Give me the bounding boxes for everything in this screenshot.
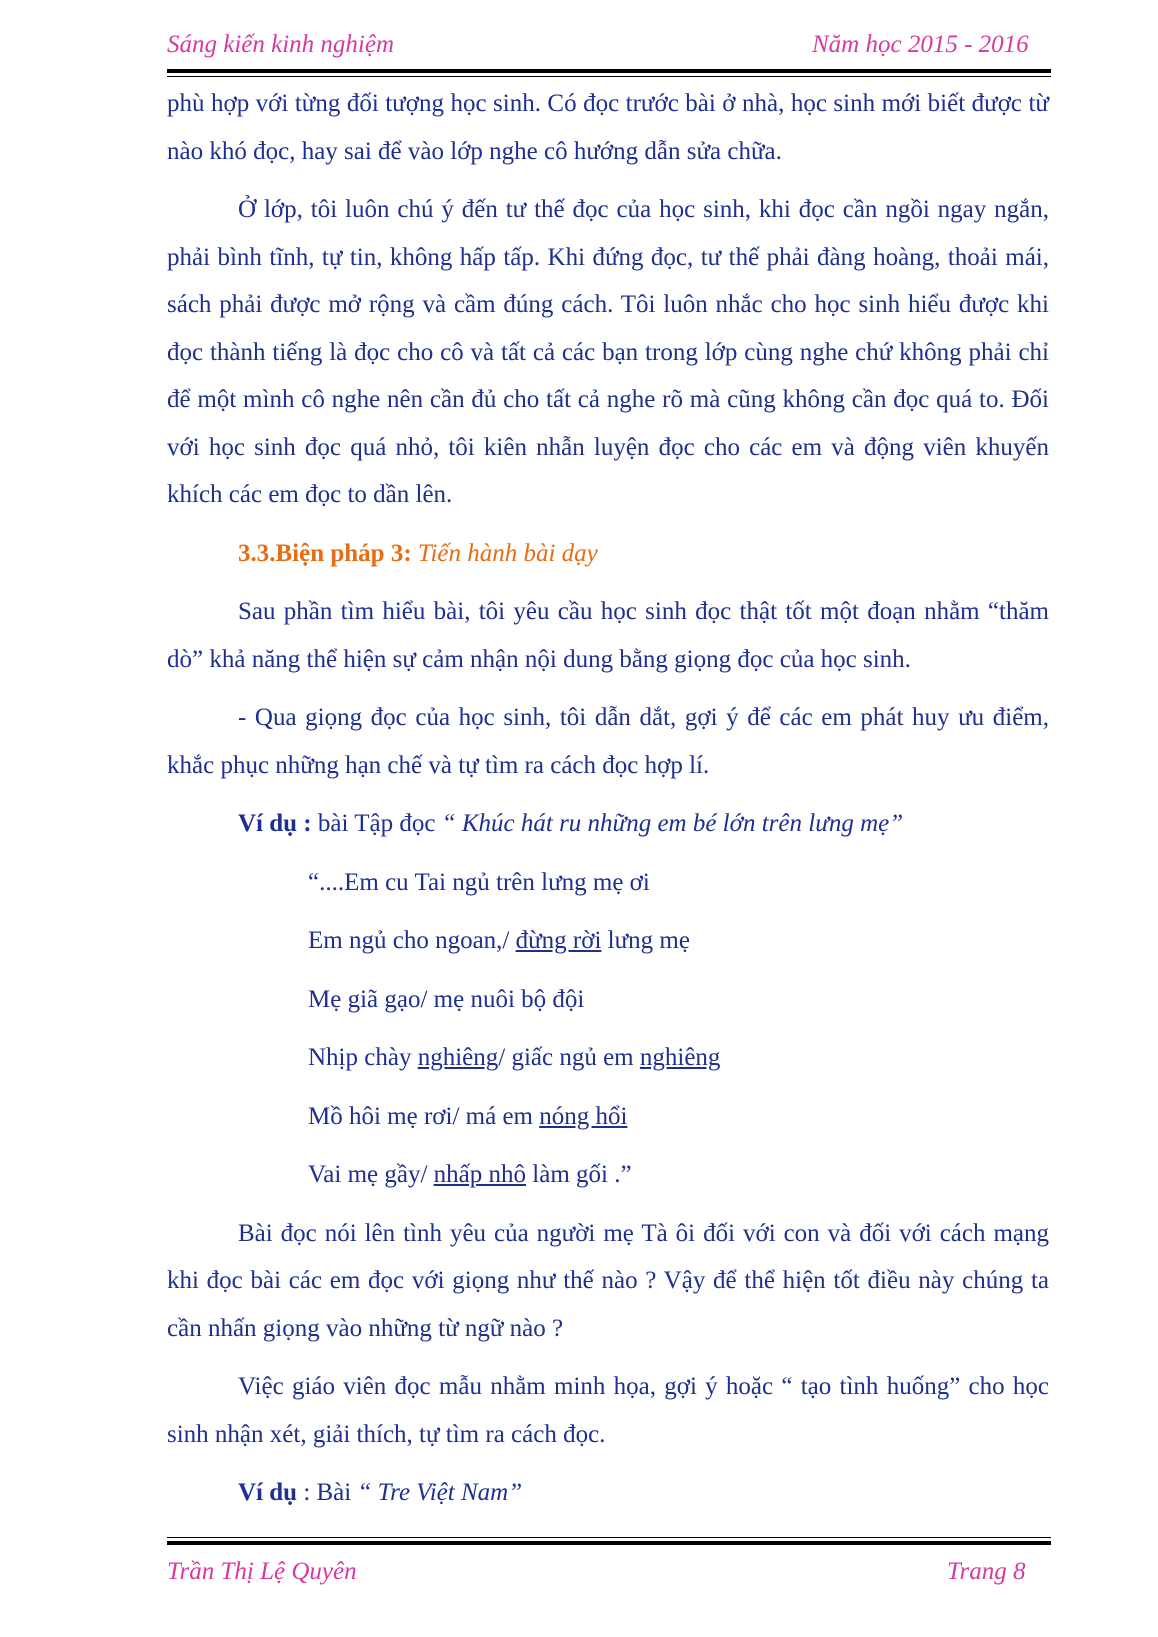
paragraph-reading-tone: Bài đọc nói lên tình yêu của người mẹ Tà ôi đối với con và đối với cách mạng khi đọc bài các em đọc với giọng như thế nào ? Vậy để thể hiện tốt điều này chúng ta cần nhấn giọng vào những từ ngữ nào ?	[167, 1219, 1049, 1342]
example-label: Ví dụ	[238, 1479, 298, 1506]
emphasized-word: nghiêng	[639, 1044, 721, 1071]
footer-divider	[167, 1537, 1051, 1545]
section-number: 3.3.Biện pháp 3:	[238, 539, 412, 567]
emphasized-word: nghiêng	[417, 1044, 499, 1071]
section-title: Tiến hành bài dạy	[417, 539, 598, 567]
paragraph-guidance: - Qua giọng đọc của học sinh, tôi dẫn dắt, gợi ý để các em phát huy ưu điểm, khắc phục những hạn chế và tự tìm ra cách đọc hợp lí.	[167, 704, 1049, 779]
emphasized-word: nóng hổi	[539, 1102, 628, 1130]
footer-author: Trần Thị Lệ Quyên	[167, 1558, 357, 1585]
poem-line: Mẹ giã gạo/ mẹ nuôi bộ đội	[308, 985, 585, 1013]
poem-line: Vai mẹ gầy/ nhấp nhô làm gối .”	[308, 1161, 632, 1188]
example-bamboo	[167, 1469, 1049, 1517]
example-text: bài Tập đọc	[317, 810, 436, 837]
poem-line: “....Em cu Tai ngủ trên lưng mẹ ơi	[308, 868, 650, 896]
example-label: Ví dụ :	[238, 810, 312, 837]
paragraph-probe-reading: Sau phần tìm hiểu bài, tôi yêu cầu học sinh đọc thật tốt một đoạn nhằm “thăm dò” khả năng thể hiện sự cảm nhận nội dung bằng giọng đọc của học sinh.	[167, 598, 1049, 673]
emphasized-word: đừng rời	[515, 927, 602, 954]
example-text: : Bài	[297, 1479, 358, 1506]
poem-line: Nhịp chày nghiêng/ giấc ngủ em nghiêng	[308, 1044, 721, 1071]
header-document-type: Sáng kiến kinh nghiệm	[167, 31, 395, 58]
page-number: Trang 8	[947, 1558, 1026, 1585]
poem-excerpt	[167, 859, 1049, 1199]
header-school-year: Năm học 2015 - 2016	[812, 31, 1029, 58]
header-divider	[167, 69, 1051, 77]
paragraph-continued: phù hợp với từng đối tượng học sinh. Có đọc trước bài ở nhà, học sinh mới biết được từ nào khó đọc, hay sai để vào lớp nghe cô hướng dẫn sửa chữa.	[167, 90, 1049, 165]
page-body	[167, 80, 1049, 1528]
poem-line: Em ngủ cho ngoan,/ đừng rời lưng mẹ	[308, 927, 690, 954]
paragraph-reading-posture: Ở lớp, tôi luôn chú ý đến tư thế đọc của học sinh, khi đọc cần ngồi ngay ngắn, phải bình tĩnh, tự tin, không hấp tấp. Khi đứng đọc, tư thế phải đàng hoàng, thoải mái, sách phải được mở rộng và cầm đúng cách. Tôi luôn nhắc cho học sinh hiểu được khi đọc thành tiếng là đọc cho cô và tất cả các bạn trong lớp cùng nghe chứ không phải chỉ để một mình cô nghe nên cần đủ cho tất cả nghe rõ mà cũng không cần đọc quá to. Đối với học sinh đọc quá nhỏ, tôi kiên nhẫn luyện đọc cho các em và động viên khuyến khích các em đọc to dần lên.	[167, 196, 1049, 508]
section-heading	[167, 530, 1049, 578]
example-title: “ Khúc hát ru những em bé lớn trên lưng mẹ”	[441, 810, 904, 837]
poem-line: Mồ hôi mẹ rơi/ má em nóng hổi	[308, 1102, 628, 1130]
example-lullaby	[167, 800, 1049, 848]
example-title: “ Tre Việt Nam”	[357, 1479, 523, 1506]
paragraph-teacher-model: Việc giáo viên đọc mẫu nhằm minh họa, gợi ý hoặc “ tạo tình huống” cho học sinh nhận xét, giải thích, tự tìm ra cách đọc.	[167, 1373, 1049, 1448]
emphasized-word: nhấp nhô	[433, 1161, 527, 1188]
